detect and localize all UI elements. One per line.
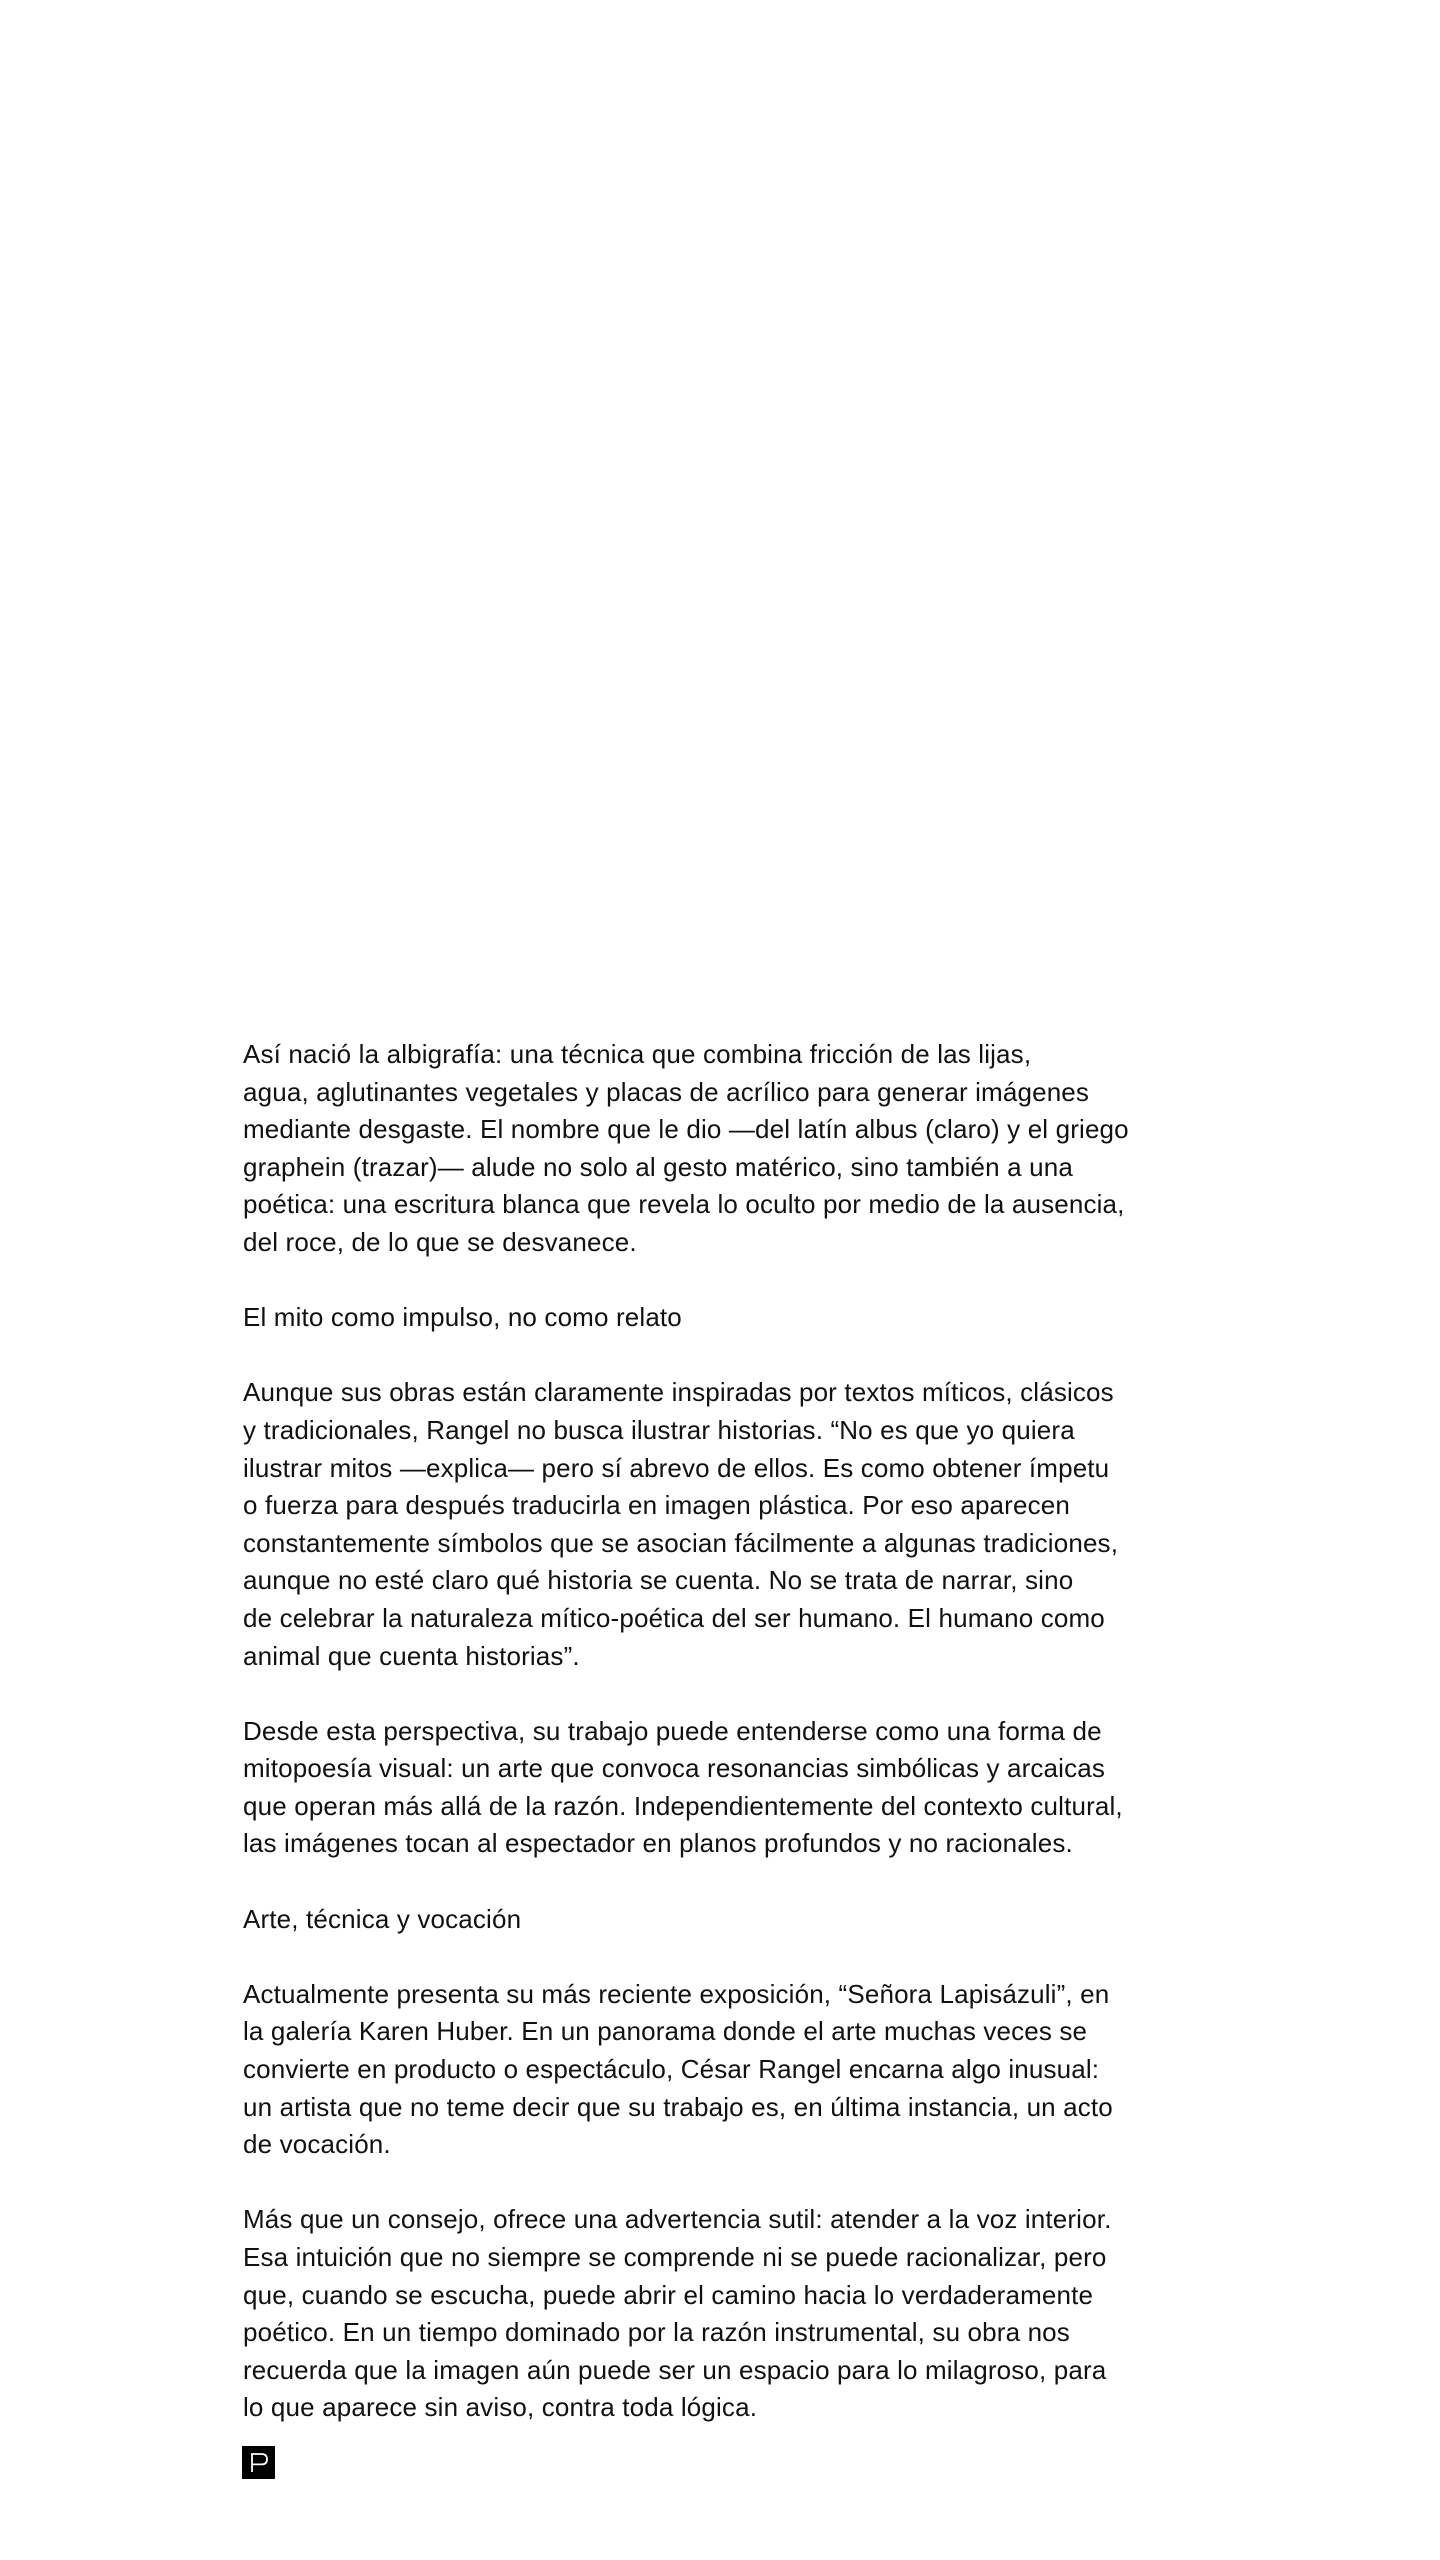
p-letter-icon (242, 2446, 275, 2479)
text-line: Actualmente presenta su más reciente exposición, “Señora Lapisázuli”, en (243, 1978, 1110, 2009)
paragraph-exposicion (243, 1976, 1233, 2164)
paragraph-albigrafia (243, 1036, 1233, 1262)
text-line: las imágenes tocan al espectador en planos profundos y no racionales. (243, 1828, 1073, 1859)
heading-text: El mito como impulso, no como relato (243, 1302, 682, 1333)
text-line: que operan más allá de la razón. Independientemente del contexto cultural, (243, 1790, 1123, 1821)
paragraph-mitopoesia (243, 1713, 1233, 1863)
text-line: de celebrar la naturaleza mítico-poética del ser humano. El humano como (243, 1602, 1105, 1633)
text-line: agua, aglutinantes vegetales y placas de acrílico para generar imágenes (243, 1076, 1090, 1107)
section-heading-mito (243, 1299, 1233, 1337)
text-line: constantemente símbolos que se asocian fácilmente a algunas tradiciones, (243, 1527, 1119, 1558)
text-line: y tradicionales, Rangel no busca ilustrar historias. “No es que yo quiera (243, 1414, 1075, 1445)
text-line: mediante desgaste. El nombre que le dio —del latín albus (claro) y el griego (243, 1114, 1129, 1145)
text-line: o fuerza para después traducirla en imagen plástica. Por eso aparecen (243, 1490, 1070, 1521)
text-line: Así nació la albigrafía: una técnica que combina fricción de las lijas, (243, 1039, 1032, 1069)
paragraph-consejo (243, 2201, 1233, 2427)
publication-logo-icon (242, 2446, 275, 2479)
text-line: animal que cuenta historias”. (243, 1640, 580, 1671)
text-line: graphein (trazar)— alude no solo al gesto matérico, sino también a una (243, 1151, 1073, 1182)
section-heading-arte (243, 1901, 1233, 1939)
text-line: Más que un consejo, ofrece una advertencia sutil: atender a la voz interior. (243, 2204, 1112, 2235)
paragraph-mito (243, 1374, 1233, 1675)
text-line: Aunque sus obras están claramente inspiradas por textos míticos, clásicos (243, 1377, 1114, 1408)
text-line: poética: una escritura blanca que revela lo oculto por medio de la ausencia, (243, 1189, 1125, 1220)
text-line: del roce, de lo que se desvanece. (243, 1226, 637, 1257)
text-line: poético. En un tiempo dominado por la razón instrumental, su obra nos (243, 2317, 1070, 2348)
article-body (243, 1036, 1233, 2465)
text-line: Esa intuición que no siempre se comprende ni se puede racionalizar, pero (243, 2242, 1107, 2272)
text-line: de vocación. (243, 2129, 391, 2160)
text-line: recuerda que la imagen aún puede ser un espacio para lo milagroso, para (243, 2354, 1107, 2385)
text-line: Desde esta perspectiva, su trabajo puede entenderse como una forma de (243, 1715, 1102, 1746)
text-line: un artista que no teme decir que su trabajo es, en última instancia, un acto (243, 2091, 1113, 2122)
heading-text: Arte, técnica y vocación (243, 1903, 522, 1934)
text-line: ilustrar mitos —explica— pero sí abrevo de ellos. Es como obtener ímpetu (243, 1452, 1110, 1483)
text-line: aunque no esté claro qué historia se cuenta. No se trata de narrar, sino (243, 1565, 1074, 1596)
text-line: la galería Karen Huber. En un panorama donde el arte muchas veces se (243, 2016, 1088, 2047)
text-line: que, cuando se escucha, puede abrir el camino hacia lo verdaderamente (243, 2279, 1094, 2310)
text-line: convierte en producto o espectáculo, César Rangel encarna algo inusual: (243, 2054, 1100, 2085)
text-line: mitopoesía visual: un arte que convoca resonancias simbólicas y arcaicas (243, 1753, 1106, 1784)
text-line: lo que aparece sin aviso, contra toda lógica. (243, 2392, 758, 2423)
